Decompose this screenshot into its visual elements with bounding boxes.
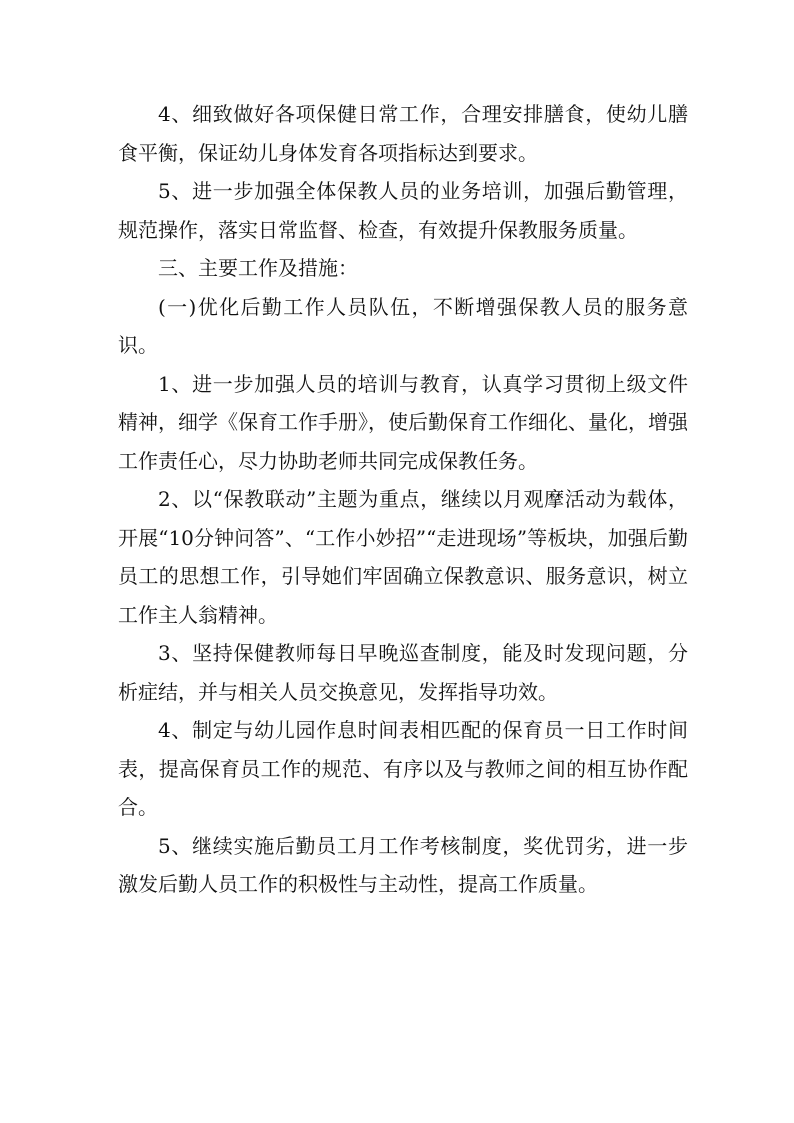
paragraph-measure-5: 5、继续实施后勤员工月工作考核制度，奖优罚劣，进一步激发后勤人员工作的积极性与主动性，提高工作质量。 — [118, 833, 688, 896]
subsection-heading-optimize-team: (一)优化后勤工作人员队伍，不断增强保教人员的服务意识。 — [118, 294, 688, 357]
section-heading-main-measures: 三、主要工作及措施： — [158, 256, 358, 280]
paragraph-item-5-staff-training: 5、进一步加强全体保教人员的业务培训，加强后勤管理，规范操作，落实日常监督、检查，有效提升保教服务质量。 — [118, 179, 688, 242]
paragraph-measure-4: 4、制定与幼儿园作息时间表相匹配的保育员一日工作时间表，提高保育员工作的规范、有序以及与教师之间的相互协作配合。 — [118, 718, 688, 819]
document-body — [118, 95, 688, 904]
paragraph-measure-2: 2、以“保教联动”主题为重点，继续以月观摩活动为载体，开展“10分钟问答”、“工作小妙招”“走进现场”等板块，加强后勤员工的思想工作，引导她们牢固确立保教意识、服务意识，树立工作主人翁精神。 — [118, 487, 688, 627]
paragraph-measure-1: 1、进一步加强人员的培训与教育，认真学习贯彻上级文件精神，细学《保育工作手册》，使后勤保育工作细化、量化，增强工作责任心，尽力协助老师共同完成保教任务。 — [118, 371, 688, 473]
paragraph-item-4-health-care: 4、细致做好各项保健日常工作，合理安排膳食，使幼儿膳食平衡，保证幼儿身体发育各项指标达到要求。 — [118, 102, 688, 165]
paragraph-measure-3: 3、坚持保健教师每日早晚巡查制度，能及时发现问题，分析症结，并与相关人员交换意见，发挥指导功效。 — [118, 641, 688, 704]
